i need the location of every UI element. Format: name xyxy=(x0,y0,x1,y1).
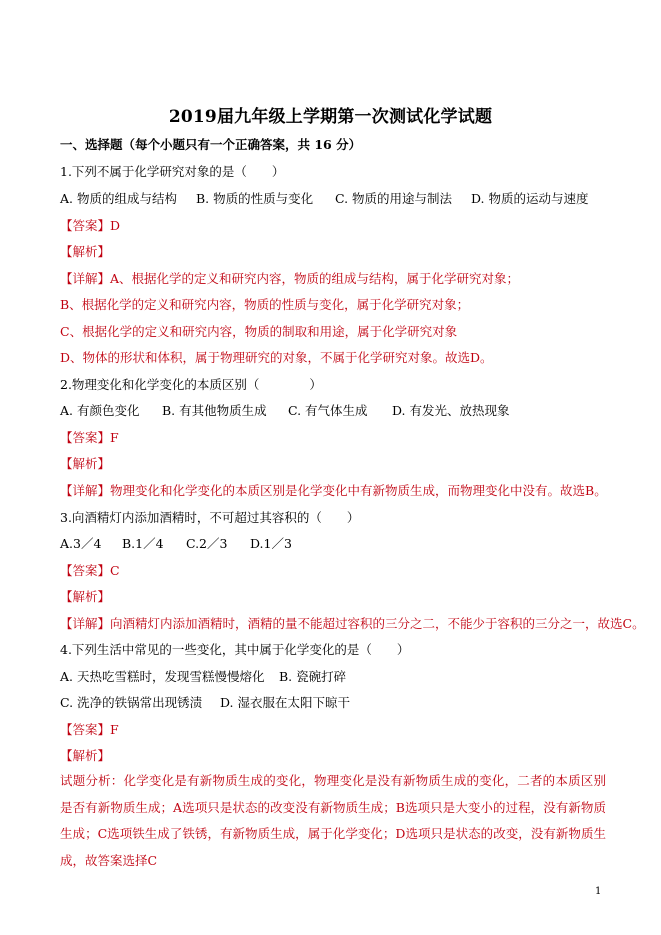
q3-detail: 【详解】向酒精灯内添加酒精时，酒精的量不能超过容积的三分之二，不能少于容积的三分之一，故选C。 xyxy=(60,616,645,631)
question-4-options-row2 xyxy=(60,695,350,711)
question-4-stem: 4.下列生活中常见的一些变化，其中属于化学变化的是（ ） xyxy=(60,642,410,657)
q1-option-d: D. 物质的运动与速度 xyxy=(470,191,589,206)
q1-detail-line: C、根据化学的定义和研究内容，物质的制取和用途，属于化学研究对象 xyxy=(60,324,458,339)
q2-option-d: D. 有发光、放热现象 xyxy=(391,403,510,418)
q2-option-b: B. 有其他物质生成 xyxy=(161,403,267,418)
q4-option-c: C. 洗净的铁锅常出现锈渍 xyxy=(60,695,203,710)
question-1-options xyxy=(60,191,588,207)
q3-option-b: B.1／4 xyxy=(121,536,164,551)
q1-analysis-label: 【解析】 xyxy=(60,244,111,259)
q1-detail-line: B、根据化学的定义和研究内容，物质的性质与变化，属于化学研究对象； xyxy=(60,297,470,312)
question-4-options-row1 xyxy=(60,669,346,685)
q4-answer: 【答案】F xyxy=(60,722,119,737)
q1-detail-line: D、物体的形状和体积，属于物理研究的对象，不属于化学研究对象。故选D。 xyxy=(60,350,493,365)
q4-detail-paragraph: 试题分析：化学变化是有新物质生成的变化，物理变化是没有新物质生成的变化，二者的本质区别是否有新物质生成；A选项只是状态的改变没有新物质生成；B选项只是大变小的过程，没有新物质生成；C选项铁生成了铁锈，有新物质生成，属于化学变化；D选项只是状态的改变，没有新物质生成，故答案选择C xyxy=(60,773,606,868)
q2-analysis-label: 【解析】 xyxy=(60,456,111,471)
document-title: 2019届九年级上学期第一次测试化学试题 xyxy=(168,107,493,127)
section-heading: 一、选择题（每个小题只有一个正确答案，共 16 分） xyxy=(60,137,362,152)
q1-option-b: B. 物质的性质与变化 xyxy=(195,191,314,206)
q4-option-d: D. 湿衣服在太阳下晾干 xyxy=(219,695,351,710)
q3-option-c: C.2／3 xyxy=(185,536,228,551)
q1-answer: 【答案】D xyxy=(60,218,121,233)
question-3-stem: 3.向酒精灯内添加酒精时，不可超过其容积的（ ） xyxy=(60,510,360,525)
q1-option-c: C. 物质的用途与制法 xyxy=(334,191,453,206)
q2-detail: 【详解】物理变化和化学变化的本质区别是化学变化中有新物质生成，而物理变化中没有。故选B。 xyxy=(60,483,607,498)
q2-option-c: C. 有气体生成 xyxy=(287,403,368,418)
q3-option-a: A.3／4 xyxy=(60,536,102,551)
q4-analysis-label: 【解析】 xyxy=(60,748,111,763)
q3-option-d: D.1／3 xyxy=(249,536,292,551)
question-1-stem: 1.下列不属于化学研究对象的是（ ） xyxy=(60,164,285,179)
q3-answer: 【答案】C xyxy=(60,563,120,578)
question-2-stem: 2.物理变化和化学变化的本质区别（ ） xyxy=(60,377,322,392)
question-3-options xyxy=(60,536,292,552)
question-2-options xyxy=(60,403,509,419)
q4-option-b: B. 瓷碗打碎 xyxy=(278,669,347,684)
q2-answer: 【答案】F xyxy=(60,430,119,445)
q1-option-a: A. 物质的组成与结构 xyxy=(60,191,177,206)
q2-option-a: A. 有颜色变化 xyxy=(60,403,140,418)
q3-analysis-label: 【解析】 xyxy=(60,589,111,604)
q4-option-a: A. 天热吃雪糕时，发现雪糕慢慢熔化 xyxy=(60,669,265,684)
page-number: 1 xyxy=(595,886,602,897)
q1-detail-line: 【详解】A、根据化学的定义和研究内容，物质的组成与结构，属于化学研究对象； xyxy=(60,271,520,286)
